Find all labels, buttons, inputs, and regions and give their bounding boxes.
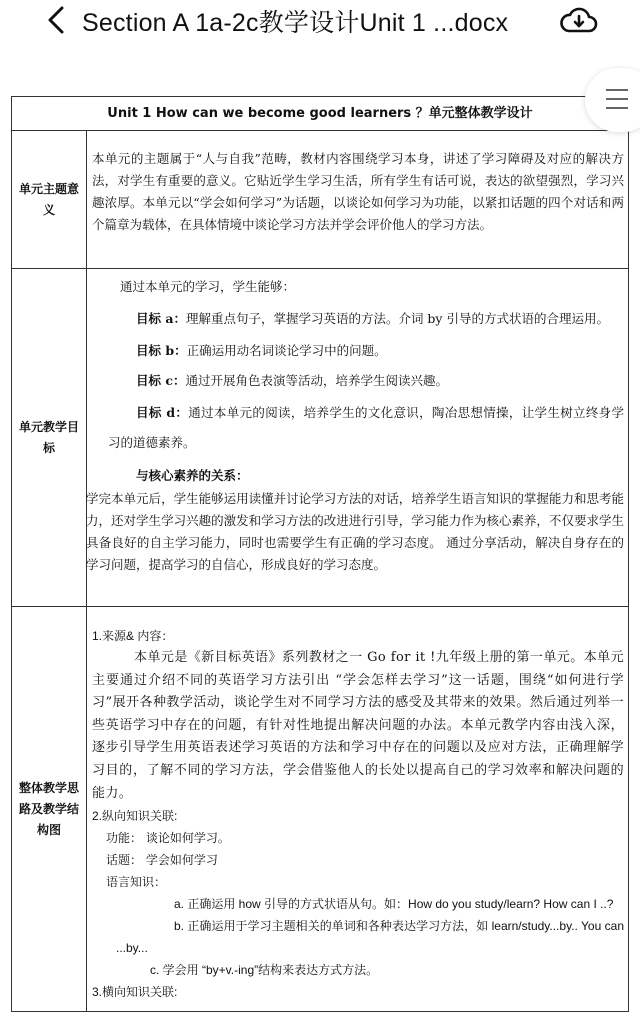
goal-d: 目标 d：通过本单元的阅读，培养学生的文化意识，陶冶思想情操，让学生树立终身学习的道德素养。: [108, 405, 624, 450]
vertical-heading: 2.纵向知识关联:: [92, 809, 178, 824]
row-content-goals: [86, 274, 624, 576]
function-line: 功能： 谈论如何学习。: [106, 831, 230, 846]
row-label-goals: 单元教学目标: [12, 269, 87, 606]
horizontal-heading: 3.横向知识关联:: [92, 985, 178, 1000]
item-c: c. 学会用 “by+v.-ing”结构来表达方式方法。: [150, 963, 379, 978]
goal-b: 目标 b：正确运用动名词谈论学习中的问题。: [136, 343, 387, 358]
source-heading: 1.来源& 内容：: [92, 629, 174, 643]
goal-a: 目标 a：理解重点句子，掌握学习英语的方法。介词 by 引导的方式状语的合理运用。: [136, 311, 609, 326]
goals-intro: 通过本单元的学习，学生能够：: [120, 279, 296, 294]
table-title: Unit 1 How can we become good learners ？单元整体教学设计: [12, 97, 628, 131]
item-a: a. 正确运用 how 引导的方式状语从句。如：How do you study/learn? How can I ..?: [174, 897, 614, 912]
relation-text: 学完本单元后，学生能够运用读懂并讨论学习方法的对话，培养学生语言知识的掌握能力和思考能力，还对学生学习兴趣的激发和学习方法的改进进行引导，学习能力作为核心素养，不仅要求学生具备良好的自主学习能力，同时也需要学生有正确的学习态度。 通过分享活动，解决自身存在的学习问题，提高学习的自信心，形成良好的学习态度。: [86, 491, 624, 572]
document-table: [11, 96, 629, 1012]
file-title: Section A 1a-2c教学设计Unit 1 ...docx: [82, 9, 509, 37]
language-line: 语言知识：: [106, 875, 167, 890]
row-label-structure: 整体教学思路及教学结构图: [12, 607, 87, 1011]
topic-line: 话题： 学会如何学习: [106, 853, 218, 868]
row-teaching-structure: [12, 607, 628, 1011]
row-content-theme: [92, 148, 624, 236]
row-teaching-goals: [12, 269, 628, 607]
cloud-download-icon[interactable]: [560, 4, 598, 36]
menu-button[interactable]: [585, 68, 640, 132]
row-theme-meaning: [12, 131, 628, 269]
row-content-structure: [92, 625, 624, 1003]
row-label-theme: 单元主题意义: [12, 131, 87, 268]
chevron-left-icon[interactable]: [44, 6, 68, 34]
theme-text: 本单元的主题属于“人与自我”范畴，教材内容围绕学习本身，讲述了学习障碍及对应的解决方法，对学生有重要的意义。它贴近学生学习生活，所有学生有话可说，表达的欲望强烈，学习兴趣浓厚。本单元以“学会如何学习”为话题，以谈论如何学习为功能，以紧扣话题的四个对话和两个篇章为载体，在具体情境中谈论学习方法并学会评价他人的学习方法。: [92, 151, 624, 232]
top-bar: [0, 0, 640, 40]
goal-c: 目标 c：通过开展角色表演等活动，培养学生阅读兴趣。: [136, 373, 448, 388]
item-b: b. 正确运用于学习主题相关的单词和各种表达学习方法，如 learn/study...by.. You can ...by...: [116, 919, 624, 956]
source-text: 本单元是《新目标英语》系列教材之一 Go for it !九年级上册的第一单元。本单元主要通过介绍不同的英语学习方法引出 “学会怎样去学习”这一话题，围绕“如何进行学习”展开各种教学活动，谈论学生对不同学习方法的感受及其带来的效果。然后通过列举一些英语学习中存在的问题，有针对性地提出解决问题的办法。本单元教学内容由浅入深，逐步引导学生用英语表述学习英语的方法和学习中存在的问题以及应对方法，正确理解学习目的，了解不同的学习方法，学会借鉴他人的长处以提高自己的学习效率和解决问题的能力。: [92, 650, 624, 801]
relation-heading: 与核心素养的关系：: [136, 468, 249, 483]
